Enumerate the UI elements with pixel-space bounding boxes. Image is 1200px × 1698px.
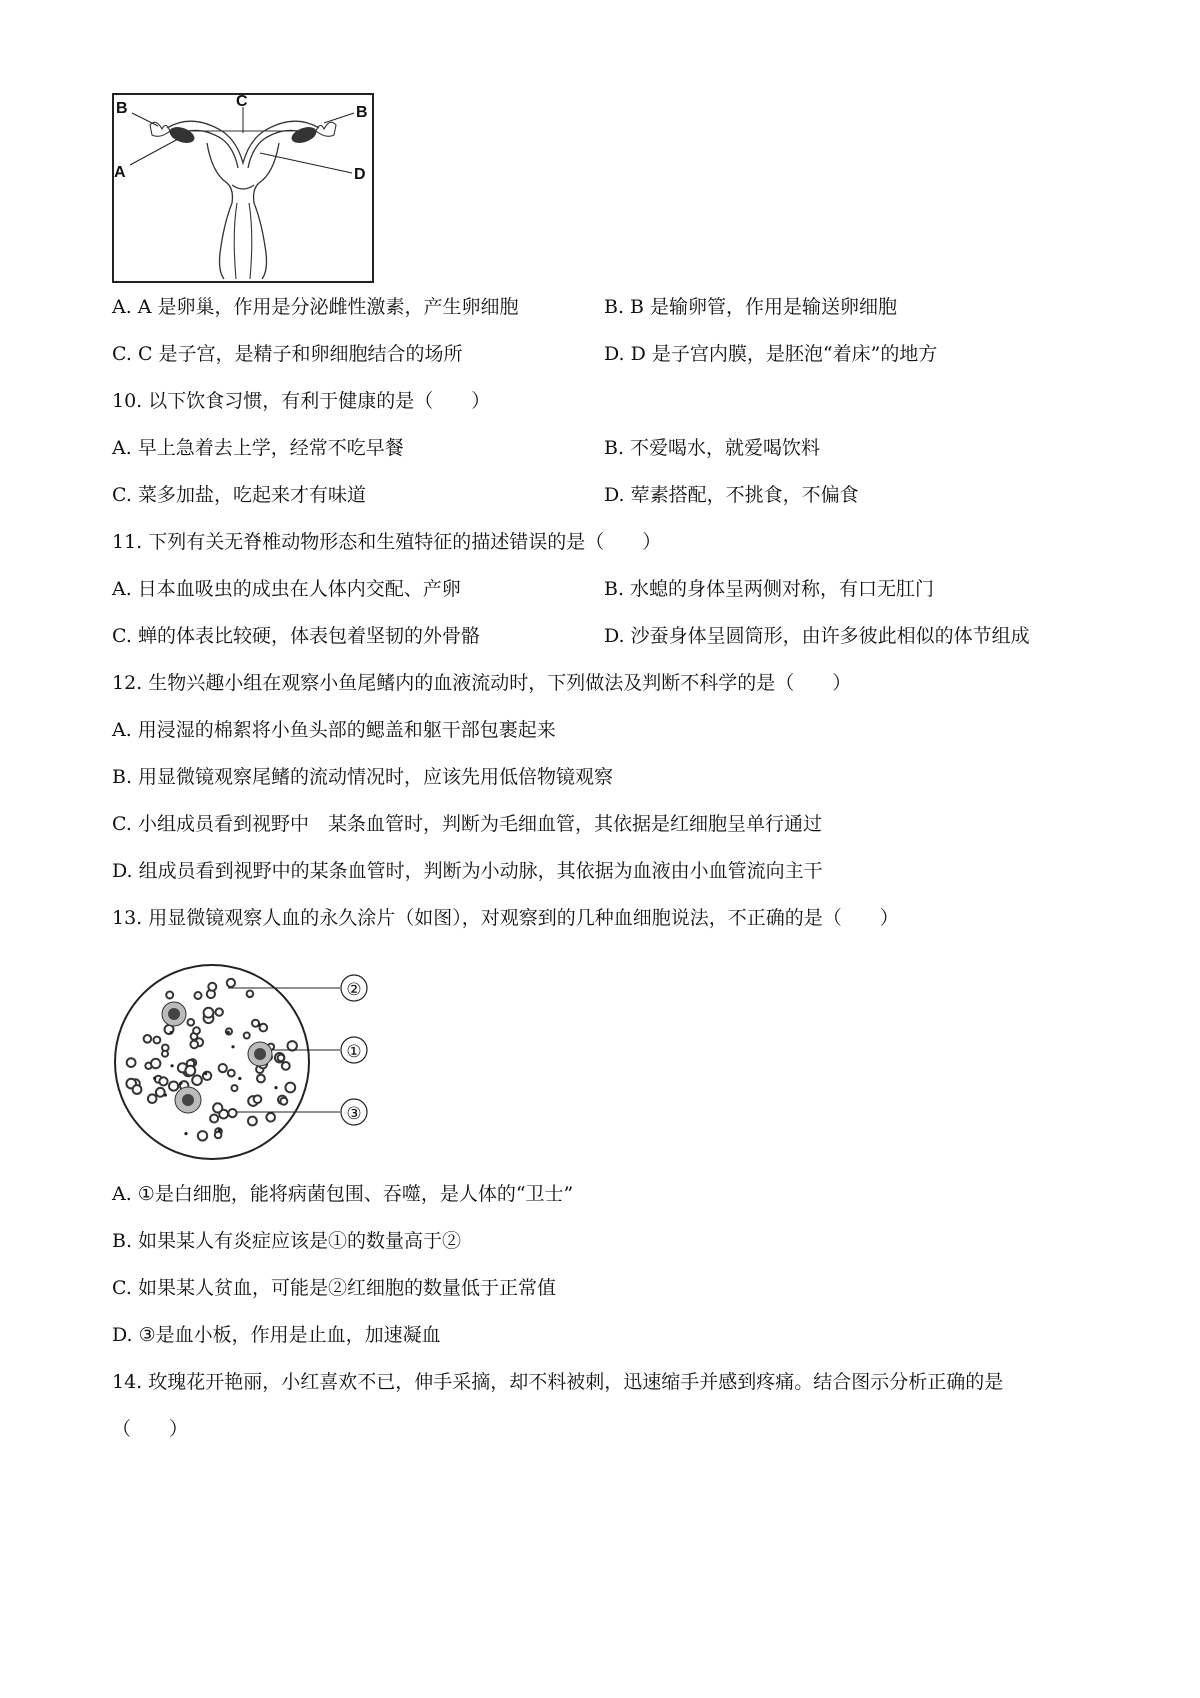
red-blood-cell bbox=[248, 1117, 257, 1126]
q9-option-d: D. D 是子宫内膜，是胚泡“着床”的地方 bbox=[604, 343, 938, 365]
q11-stem: 11. 下列有关无脊椎动物形态和生殖特征的描述错误的是（ ） bbox=[112, 531, 662, 553]
red-blood-cell bbox=[198, 1131, 207, 1140]
red-blood-cell bbox=[288, 1041, 297, 1050]
red-blood-cell bbox=[144, 1035, 152, 1043]
red-blood-cell bbox=[244, 1033, 250, 1039]
red-blood-cell bbox=[133, 1085, 142, 1094]
red-blood-cell bbox=[247, 991, 254, 998]
q11-option-a: A. 日本血吸虫的成虫在人体内交配、产卵 bbox=[112, 578, 461, 600]
label-1: ① bbox=[346, 1042, 362, 1062]
q14-stem: 14. 玫瑰花开艳丽，小红喜欢不已，伸手采摘，却不料被刺，迅速缩手并感到疼痛。结合图示分析正确的是 bbox=[112, 1371, 1004, 1393]
red-blood-cell bbox=[254, 1095, 262, 1103]
q12-option-b: B. 用显微镜观察尾鳍的流动情况时，应该先用低倍物镜观察 bbox=[112, 766, 614, 788]
label-c: C bbox=[236, 93, 248, 110]
q10-option-a: A. 早上急着去上学，经常不吃早餐 bbox=[112, 437, 404, 459]
platelet bbox=[238, 1077, 241, 1080]
red-blood-cell bbox=[192, 1075, 202, 1085]
label-b-right: B bbox=[356, 104, 368, 121]
blood-smear-diagram bbox=[112, 962, 402, 1162]
label-a: A bbox=[114, 164, 126, 181]
red-blood-cell bbox=[228, 1109, 236, 1117]
red-blood-cell bbox=[154, 1037, 161, 1044]
platelet bbox=[204, 1072, 207, 1075]
platelet bbox=[258, 1023, 261, 1026]
red-blood-cell bbox=[190, 1041, 198, 1049]
reproductive-system-figure bbox=[112, 93, 374, 283]
reproductive-system-diagram bbox=[112, 93, 374, 283]
red-blood-cell bbox=[257, 1075, 265, 1083]
red-blood-cell bbox=[204, 1008, 214, 1018]
red-blood-cell bbox=[228, 1070, 235, 1077]
blood-smear-figure bbox=[112, 962, 402, 1162]
platelet bbox=[179, 1082, 182, 1085]
label-2: ② bbox=[346, 980, 362, 1000]
red-blood-cell bbox=[210, 1115, 218, 1123]
label-d: D bbox=[354, 166, 366, 183]
label-b-left: B bbox=[116, 100, 128, 117]
q9-option-c: C. C 是子宫，是精子和卵细胞结合的场所 bbox=[112, 343, 463, 365]
red-blood-cell bbox=[127, 1058, 136, 1067]
red-blood-cell bbox=[213, 1103, 222, 1112]
q10-stem: 10. 以下饮食习惯，有利于健康的是（ ） bbox=[112, 390, 491, 412]
platelet bbox=[231, 1045, 234, 1048]
q14-stem-cont: （ ） bbox=[112, 1418, 189, 1440]
q13-option-d: D. ③是血小板，作用是止血，加速凝血 bbox=[112, 1324, 441, 1346]
red-blood-cell bbox=[169, 1082, 178, 1091]
platelet bbox=[164, 1093, 167, 1096]
red-blood-cell bbox=[282, 1062, 290, 1070]
red-blood-cell bbox=[227, 979, 235, 987]
platelet bbox=[218, 1129, 221, 1132]
q11-option-d: D. 沙蚕身体呈圆筒形，由许多彼此相似的体节组成 bbox=[604, 625, 1030, 647]
red-blood-cell bbox=[156, 1088, 165, 1097]
red-blood-cell bbox=[148, 1094, 157, 1103]
red-blood-cell bbox=[185, 1066, 195, 1076]
red-blood-cell bbox=[216, 1008, 223, 1015]
q9-option-a: A. A 是卵巢，作用是分泌雌性激素，产生卵细胞 bbox=[112, 296, 519, 318]
red-blood-cell bbox=[285, 1083, 295, 1093]
red-blood-cell bbox=[159, 1077, 167, 1085]
q11-option-c: C. 蝉的体表比较硬，体表包着坚韧的外骨骼 bbox=[112, 625, 480, 647]
platelet bbox=[184, 1132, 187, 1135]
platelet bbox=[153, 1077, 156, 1080]
q12-stem: 12. 生物兴趣小组在观察小鱼尾鳍内的血液流动时，下列做法及判断不科学的是（ ） bbox=[112, 672, 852, 694]
q13-option-b: B. 如果某人有炎症应该是①的数量高于② bbox=[112, 1230, 462, 1252]
q11-option-b: B. 水螅的身体呈两侧对称，有口无肛门 bbox=[604, 578, 935, 600]
q12-option-d: D. 组成员看到视野中的某条血管时，判断为小动脉，其依据为血液由小血管流向主干 bbox=[112, 860, 823, 882]
platelet bbox=[171, 1064, 174, 1067]
platelet bbox=[274, 1086, 277, 1089]
q9-option-b: B. B 是输卵管，作用是输送卵细胞 bbox=[604, 296, 898, 318]
red-blood-cell bbox=[208, 983, 216, 991]
red-blood-cell bbox=[232, 1085, 238, 1091]
q10-option-d: D. 荤素搭配，不挑食，不偏食 bbox=[604, 484, 859, 506]
q13-option-a: A. ①是白细胞，能将病菌包围、吞噬，是人体的“卫士” bbox=[112, 1183, 574, 1205]
red-blood-cell bbox=[151, 1059, 160, 1068]
q13-stem: 13. 用显微镜观察人血的永久涂片（如图），对观察到的几种血细胞说法，不正确的是（ ） bbox=[112, 907, 899, 929]
red-blood-cell bbox=[215, 1132, 222, 1139]
red-blood-cell bbox=[219, 1064, 227, 1072]
q10-option-c: C. 菜多加盐，吃起来才有味道 bbox=[112, 484, 366, 506]
platelet bbox=[170, 1031, 173, 1034]
red-blood-cell bbox=[280, 1098, 287, 1105]
q10-option-b: B. 不爱喝水，就爱喝饮料 bbox=[604, 437, 821, 459]
label-3: ③ bbox=[346, 1104, 362, 1124]
platelet bbox=[227, 1031, 230, 1034]
red-blood-cell bbox=[266, 1113, 275, 1122]
red-blood-cell bbox=[278, 1055, 285, 1062]
q13-option-c: C. 如果某人贫血，可能是②红细胞的数量低于正常值 bbox=[112, 1277, 556, 1299]
red-blood-cell bbox=[195, 992, 202, 999]
red-blood-cell bbox=[203, 1072, 211, 1080]
red-blood-cell bbox=[252, 1020, 259, 1027]
red-blood-cell bbox=[162, 1051, 168, 1057]
red-blood-cell bbox=[166, 992, 173, 999]
q12-option-c: C. 小组成员看到视野中 某条血管时，判断为毛细血管，其依据是红细胞呈单行通过 bbox=[112, 813, 822, 835]
red-blood-cell bbox=[193, 1027, 200, 1034]
red-blood-cell bbox=[188, 1019, 195, 1026]
q12-option-a: A. 用浸湿的棉絮将小鱼头部的鳃盖和躯干部包裹起来 bbox=[112, 719, 556, 741]
